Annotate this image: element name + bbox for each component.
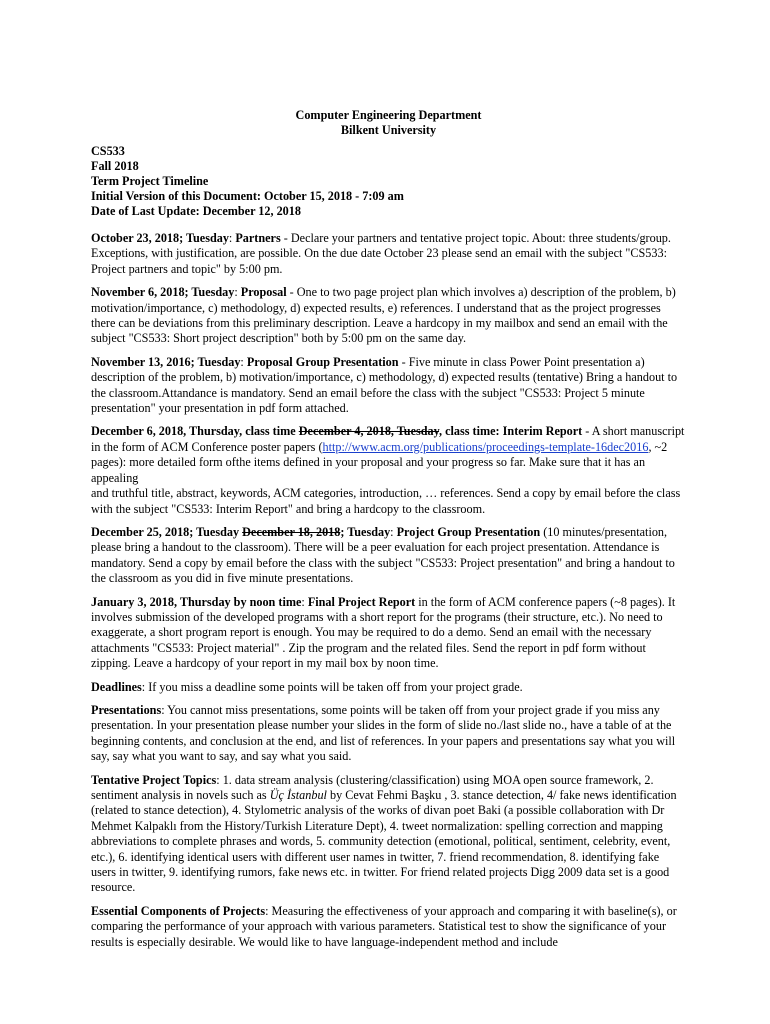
partners-sep: : — [228, 231, 236, 245]
interim-date: December 6, 2018, Thursday, class time — [91, 424, 299, 439]
acm-template-link[interactable]: http://www.acm.org/publications/proceedings-template-16dec2016 — [322, 439, 649, 454]
group-presentation-date: December 25, 2018; Tuesday — [91, 524, 243, 539]
group-presentation-struck-date: December 18, 2018 — [242, 524, 341, 539]
partners-text: - Declare your partners and tentative project topic. About: three students/group. Exceptions, with justification, are possible. On the due date October 23 please send an email with the subject "CS533: Project partners and topic" by 5:00 pm. — [91, 231, 671, 276]
interim-text-3: and truthful title, abstract, keywords, ACM categories, introduction, … references. Send a copy by email before the class with the subject "CS533: Interim Report" and bring a hardcopy to the classroom. — [91, 486, 681, 516]
topics-text-2: by Cevat Fehmi Başku , 3. stance detection, 4/ fake news identification (related to stance detection), 4. Stylometric analysis of the works of divan poet Baki (a possible collaboration with Dr Mehmet Kalpaklı from the History/Turkish Literature Dept), 4. tweet normalization: spelling correction and mapping abbreviations to complete phrases and words, 5. community detection (emotional, political, sentiment, celebrity, event, etc.), 6. identifying identical users with different user names in twitter, 7. friend recommendation, 8. identifying fake users in twitter, 9. identifying rumors, fake news etc. in twitter. For friend related projects Digg 2009 data set is a good resource. — [91, 788, 677, 895]
partners-label: Partners — [235, 231, 281, 245]
section-presentations — [91, 703, 686, 765]
proposal-date: November 6, 2018; Tuesday — [91, 285, 235, 300]
section-proposal — [91, 285, 686, 347]
interim-struck-date: December 4, 2018, Tuesday — [298, 424, 440, 439]
interim-label: Interim Report — [502, 424, 583, 439]
section-partners — [91, 231, 686, 277]
group-presentation-text: (10 minutes/presentation, please bring a handout to the classroom). There will be a peer evaluation for each project presentation. Attendance is mandatory. Send a copy by email before the class with the subject "CS533: Project presentation" and bring a handout to the classroom as you did in five minute presentations. — [91, 524, 675, 586]
department-name: Computer Engineering Department — [295, 108, 482, 122]
university-name: Bilkent University — [340, 123, 437, 137]
course-code: CS533 — [91, 144, 125, 158]
document-title: Term Project Timeline — [91, 174, 209, 188]
proposal-presentation-sep: : — [240, 354, 247, 369]
essential-label: Essential Components of Projects — [91, 903, 266, 918]
document-meta — [91, 144, 686, 219]
presentations-text: : You cannot miss presentations, some points will be taken off from your project grade if you miss any presentation. In your presentation please number your slides in the form of slide no./last slide no., have a table of at the beginning contents, and conclusion at the end, and list of references. In your papers and presentations say what you will say, say what you want to say, and say what you said. — [91, 702, 676, 764]
proposal-text: - One to two page project plan which involves a) description of the problem, b) motivation/importance, c) methodology, d) expected results, e) references. I understand that as the project progresses there can be deviations from this preliminary description. Leave a hardcopy in my mailbox and send an email with the subject "CS533: Short project description" both by 5:00 pm on the same day. — [91, 285, 676, 346]
interim-text-2: , ~2 pages): more detailed form ofthe items defined in your proposal and your progress so far. Make sure that it has an appealing — [91, 439, 668, 485]
proposal-sep: : — [234, 285, 241, 300]
term: Fall 2018 — [91, 159, 139, 173]
interim-after-struck: , class time: — [439, 424, 503, 439]
deadlines-label: Deadlines — [91, 679, 142, 694]
section-interim-report — [91, 424, 686, 516]
interim-text-1: - A short manuscript in the form of ACM Conference poster papers ( — [91, 424, 685, 454]
section-project-topics — [91, 773, 686, 896]
topics-text-1: : 1. data stream analysis (clustering/classification) using MOA open source framework, 2. sentiment analysis in novels such as — [91, 772, 654, 802]
section-essential-components — [91, 904, 686, 950]
section-group-presentation — [91, 525, 686, 587]
novel-title: Üç İstanbul — [269, 788, 327, 802]
group-presentation-after-struck: ; Tuesday — [340, 524, 391, 539]
final-text: in the form of ACM conference papers (~8 pages). It involves submission of the developed programs with a short report for the programs (their structure, etc.). No need to exaggerate, a short program report is enough. You may be required to do a demo. Send an email with the necessary attachments "CS533: Project material" . Zip the program and the related files. Send the report in pdf form without zipping. Leave a hardcopy of your report in my mail box by noon time. — [91, 594, 676, 671]
topics-label: Tentative Project Topics — [91, 772, 217, 787]
presentations-label: Presentations — [91, 702, 162, 717]
document-header — [91, 108, 686, 138]
final-date: January 3, 2018, Thursday by noon time — [91, 594, 302, 609]
final-sep: : — [301, 594, 308, 609]
final-label: Final Project Report — [307, 594, 416, 609]
initial-version: Initial Version of this Document: October 15, 2018 - 7:09 am — [91, 189, 404, 203]
proposal-presentation-date: November 13, 2016; Tuesday — [91, 354, 241, 369]
proposal-label: Proposal — [240, 285, 287, 300]
essential-text: : Measuring the effectiveness of your approach and comparing it with baseline(s), or comparing the performance of your approach with various parameters. Statistical test to show the significance of your results is especially desirable. We would like to have language-independent method and include — [91, 903, 677, 949]
partners-date: October 23, 2018; Tuesday — [91, 231, 229, 245]
group-presentation-sep: : — [390, 524, 397, 539]
proposal-presentation-text: - Five minute in class Power Point presentation a) description of the problem, b) motivation/importance, c) methodology, d) expected results (tentative) Bring a handout to the classroom.Attandance is mandatory. Send an email before the class with the subject "CS533: Project 5 minute presentation" your presentation in pdf form attached. — [91, 354, 678, 416]
section-deadlines — [91, 680, 686, 695]
last-update: Date of Last Update: December 12, 2018 — [91, 204, 301, 218]
proposal-presentation-label: Proposal Group Presentation — [246, 354, 399, 369]
section-final-report — [91, 595, 686, 672]
section-proposal-presentation — [91, 355, 686, 417]
group-presentation-label: Project Group Presentation — [396, 524, 541, 539]
deadlines-text: : If you miss a deadline some points will be taken off from your project grade. — [141, 679, 523, 694]
